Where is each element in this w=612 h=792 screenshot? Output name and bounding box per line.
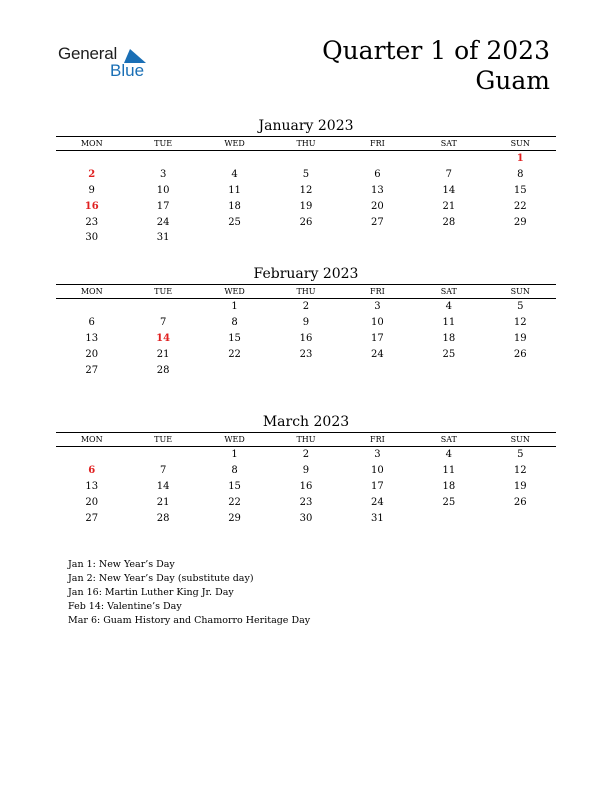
day-cell: 23 [85,216,99,228]
day-cell: 13 [85,332,99,344]
day-cell [56,151,127,167]
day-cell: 7 [159,465,167,477]
day-cell: 1 [231,449,238,461]
logo-text-general: General [58,44,118,63]
day-cell: 9 [302,317,310,329]
weekday-header: TUE [127,433,198,447]
week-row [56,198,556,214]
weekday-header: SAT [413,137,484,151]
weekday-header: TUE [127,285,198,299]
day-cell: 24 [371,496,384,508]
calendar-month-march [56,412,556,526]
region-title: Guam [475,66,550,95]
day-cell [413,230,484,246]
day-cell: 9 [302,465,310,477]
day-cell: 23 [299,348,313,360]
day-cell [270,151,341,167]
day-cell: 10 [371,317,384,329]
day-cell: 4 [445,301,452,313]
day-cell [56,447,127,463]
weekday-header: SUN [485,285,556,299]
day-cell: 6 [88,317,95,329]
day-cell: 25 [228,216,241,228]
day-cell: 3 [374,449,381,461]
day-cell: 28 [156,364,170,376]
day-cell: 14 [156,480,170,492]
day-cell: 25 [442,348,456,360]
week-row [56,346,556,362]
day-cell: 11 [442,465,456,477]
day-cell: 6 [88,465,96,477]
weekday-header: SUN [485,433,556,447]
day-cell: 5 [302,169,310,181]
day-cell: 11 [442,317,456,329]
holiday-note: Jan 1: New Year’s Day [68,559,175,570]
month-title: January 2023 [258,118,354,134]
weekday-header: FRI [342,285,413,299]
day-cell: 13 [371,184,384,196]
day-cell: 22 [513,200,527,212]
day-cell: 20 [85,348,99,360]
weekday-header: WED [199,433,270,447]
day-cell: 22 [228,496,241,508]
week-row [56,230,556,246]
weekday-header: SUN [485,137,556,151]
week-row [56,447,556,463]
day-cell: 18 [442,332,456,344]
day-cell [199,230,270,246]
day-cell: 8 [517,169,524,181]
day-cell: 16 [84,200,99,212]
day-cell: 6 [374,169,381,181]
day-cell: 13 [85,480,99,492]
day-cell [413,362,484,378]
day-cell: 2 [302,449,310,461]
day-cell: 27 [85,512,99,524]
weekday-header: FRI [342,433,413,447]
day-cell: 26 [299,216,313,228]
day-cell: 19 [513,332,527,344]
day-cell: 27 [85,364,99,376]
day-cell [199,151,270,167]
day-cell: 2 [302,301,310,313]
day-cell: 31 [371,512,384,524]
week-row [56,362,556,378]
weekday-header-row [56,137,556,151]
holiday-note: Mar 6: Guam History and Chamorro Heritage Day [68,615,311,626]
day-cell: 15 [228,332,241,344]
week-row [56,494,556,510]
weekday-header: WED [199,137,270,151]
day-cell [127,447,198,463]
day-cell: 20 [85,496,99,508]
weekday-header: THU [270,433,341,447]
day-cell: 14 [156,332,171,344]
day-cell: 1 [516,153,524,165]
day-cell: 22 [228,348,241,360]
day-cell [56,299,127,315]
day-cell: 27 [371,216,384,228]
day-cell: 23 [299,496,313,508]
holiday-note: Feb 14: Valentine’s Day [68,601,182,612]
week-row [56,463,556,479]
day-cell [270,362,341,378]
week-row [56,510,556,526]
day-cell [413,510,484,526]
day-cell: 7 [159,317,167,329]
day-cell: 17 [156,200,170,212]
page-title: Quarter 1 of 2023 [322,36,550,65]
day-cell: 19 [299,200,313,212]
day-cell: 9 [88,184,95,196]
holiday-notes [68,558,310,628]
day-cell: 14 [442,184,456,196]
day-cell [485,230,556,246]
day-cell: 26 [513,348,527,360]
day-cell [199,362,270,378]
day-cell: 5 [517,449,524,461]
month-title: March 2023 [262,414,350,430]
month-grid [56,284,556,378]
weekday-header: TUE [127,137,198,151]
week-row [56,214,556,230]
day-cell [485,362,556,378]
day-cell: 7 [445,169,452,181]
weekday-header: MON [56,137,127,151]
day-cell: 1 [231,301,238,313]
day-cell: 25 [442,496,456,508]
day-cell [342,362,413,378]
page-header [322,36,550,96]
day-cell: 30 [299,512,313,524]
day-cell: 18 [228,200,241,212]
day-cell: 10 [371,465,384,477]
day-cell [413,151,484,167]
day-cell: 21 [156,496,170,508]
day-cell: 12 [299,184,313,196]
day-cell [342,151,413,167]
brand-logo [58,44,168,84]
calendar-month-january [56,116,556,246]
day-cell: 29 [513,216,527,228]
day-cell: 8 [231,317,238,329]
day-cell: 10 [156,184,170,196]
weekday-header: THU [270,285,341,299]
weekday-header: SAT [413,433,484,447]
week-row [56,315,556,331]
day-cell: 24 [371,348,384,360]
day-cell: 5 [517,301,524,313]
weekday-header: FRI [342,137,413,151]
day-cell: 26 [513,496,527,508]
weekday-header-row [56,433,556,447]
week-row [56,299,556,315]
weekday-header: SAT [413,285,484,299]
day-cell: 21 [156,348,170,360]
day-cell: 3 [159,169,167,181]
day-cell: 21 [442,200,456,212]
day-cell: 17 [371,480,384,492]
week-row [56,183,556,199]
day-cell: 18 [442,480,456,492]
day-cell: 28 [442,216,456,228]
day-cell: 29 [228,512,241,524]
logo-text-blue: Blue [110,61,145,80]
day-cell: 12 [513,317,527,329]
day-cell: 2 [88,169,96,181]
month-grid [56,432,556,526]
weekday-header-row [56,285,556,299]
week-row [56,151,556,167]
day-cell [342,230,413,246]
day-cell: 15 [513,184,527,196]
day-cell: 12 [513,465,527,477]
day-cell [485,510,556,526]
holiday-note: Jan 16: Martin Luther King Jr. Day [68,587,234,598]
day-cell: 20 [371,200,384,212]
day-cell [127,299,198,315]
day-cell: 3 [374,301,381,313]
day-cell: 8 [231,465,238,477]
week-row [56,331,556,347]
day-cell: 17 [371,332,384,344]
day-cell: 16 [299,332,313,344]
day-cell: 28 [156,512,170,524]
month-title: February 2023 [253,266,359,282]
day-cell: 19 [513,480,527,492]
weekday-header: WED [199,285,270,299]
day-cell: 4 [231,169,238,181]
day-cell: 31 [156,232,170,244]
week-row [56,167,556,183]
weekday-header: MON [56,285,127,299]
weekday-header: MON [56,433,127,447]
day-cell: 16 [299,480,313,492]
day-cell: 4 [445,449,452,461]
calendar-month-february [56,264,556,378]
weekday-header: THU [270,137,341,151]
day-cell [127,151,198,167]
day-cell: 30 [85,232,99,244]
holiday-note: Jan 2: New Year’s Day (substitute day) [68,573,254,584]
day-cell: 11 [228,184,241,196]
day-cell [270,230,341,246]
week-row [56,479,556,495]
day-cell: 24 [156,216,170,228]
month-grid [56,136,556,246]
day-cell: 15 [228,480,241,492]
